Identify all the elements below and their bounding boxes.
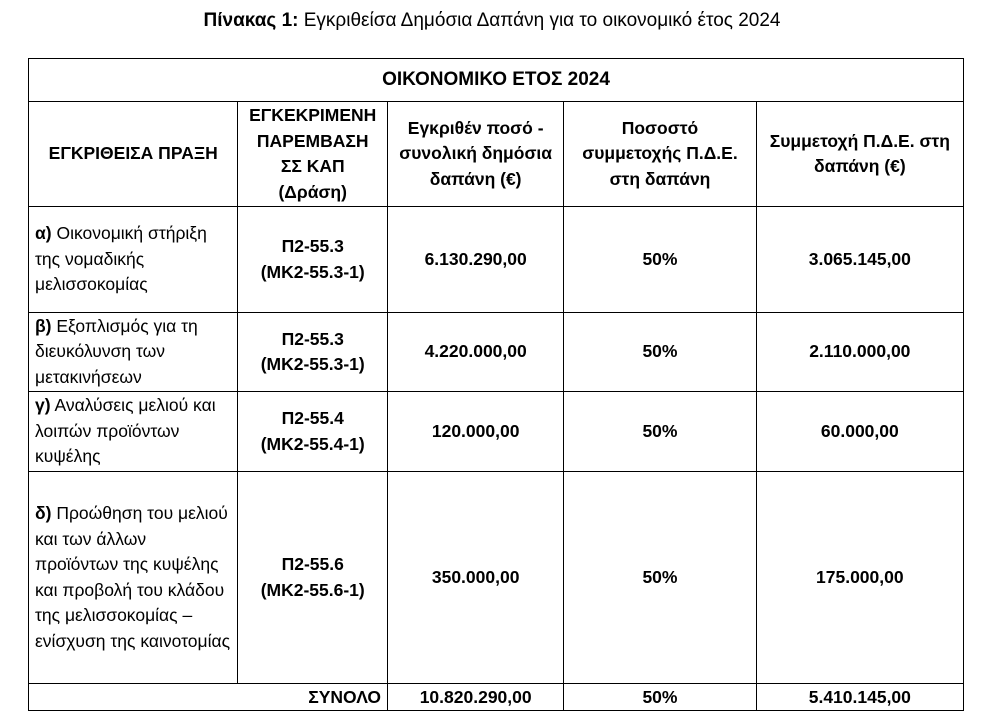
approved-amount-cell: 4.220.000,00 [388, 313, 564, 392]
table-row [29, 472, 964, 684]
caption-label: Πίνακας 1: [203, 10, 299, 31]
intervention-code: Π2-55.4 [281, 408, 344, 428]
total-pde-share: 5.410.145,00 [756, 684, 963, 711]
intervention-code: Π2-55.3 [281, 328, 344, 349]
action-cell [29, 392, 238, 472]
action-cell [29, 313, 238, 392]
year-header: ΟΙΚΟΝΟΜΙΚΟ ΕΤΟΣ 2024 [29, 59, 964, 102]
rate-cell: 50% [564, 207, 756, 313]
table-row [29, 313, 964, 392]
total-rate: 50% [564, 684, 756, 711]
budget-table [28, 58, 964, 711]
rate-cell: 50% [564, 392, 756, 472]
action-cell [29, 207, 238, 313]
column-header-pde-share: Συμμετοχή Π.Δ.Ε. στη δαπάνη (€) [756, 102, 963, 207]
intervention-cell [238, 472, 388, 684]
column-header-row [29, 102, 964, 207]
intervention-code: Π2-55.6 [281, 554, 344, 574]
column-header-rate: Ποσοστό συμμετοχής Π.Δ.Ε. στη δαπάνη [564, 102, 756, 207]
approved-amount-cell: 120.000,00 [388, 392, 564, 472]
pde-share-cell: 175.000,00 [756, 472, 963, 684]
intervention-cell [238, 392, 388, 472]
sub-action-code: (ΜΚ2-55.6-1) [260, 579, 365, 600]
action-letter: γ) [35, 395, 51, 416]
total-approved-amount: 10.820.290,00 [388, 684, 564, 711]
action-text: Αναλύσεις μελιού και λοιπών προϊόντων κυψέλης [35, 395, 216, 467]
action-text: Προώθηση του μελιού και των άλλων προϊόντων της κυψέλης και προβολή του κλάδου της μελισσοκομίας – ενίσχυση της καινοτομίας [35, 503, 231, 651]
sub-action-code: (ΜΚ2-55.3-1) [260, 354, 365, 374]
approved-amount-cell: 350.000,00 [388, 472, 564, 684]
approved-amount-cell: 6.130.290,00 [388, 207, 564, 313]
action-letter: α) [35, 223, 52, 244]
intervention-code: Π2-55.3 [281, 236, 344, 256]
column-header-action: ΕΓΚΡΙΘΕΙΣΑ ΠΡΑΞΗ [29, 102, 238, 207]
column-header-intervention: ΕΓΚΕΚΡΙΜΕΝΗ ΠΑΡΕΜΒΑΣΗ ΣΣ ΚΑΠ (Δράση) [238, 102, 388, 207]
action-text: Οικονομική στήριξη της νομαδικής μελισσοκομίας [35, 223, 207, 295]
rate-cell: 50% [564, 472, 756, 684]
year-header-row [29, 59, 964, 102]
total-row [29, 684, 964, 711]
sub-action-code: (ΜΚ2-55.4-1) [260, 433, 365, 454]
sub-action-code: (ΜΚ2-55.3-1) [260, 261, 365, 282]
action-letter: δ) [35, 503, 52, 523]
action-letter: β) [35, 315, 52, 336]
table-row [29, 207, 964, 313]
caption-text: Εγκριθείσα Δημόσια Δαπάνη για το οικονομικό έτος 2024 [298, 10, 781, 31]
intervention-cell [238, 313, 388, 392]
action-text: Εξοπλισμός για τη διευκόλυνση των μετακινήσεων [35, 315, 198, 387]
table-caption [0, 8, 984, 34]
pde-share-cell: 2.110.000,00 [756, 313, 963, 392]
action-cell [29, 472, 238, 684]
pde-share-cell: 60.000,00 [756, 392, 963, 472]
rate-cell: 50% [564, 313, 756, 392]
intervention-cell [238, 207, 388, 313]
total-label: ΣΥΝΟΛΟ [29, 684, 388, 711]
table-row [29, 392, 964, 472]
column-header-approved-amount: Εγκριθέν ποσό - συνολική δημόσια δαπάνη (€) [388, 102, 564, 207]
pde-share-cell: 3.065.145,00 [756, 207, 963, 313]
